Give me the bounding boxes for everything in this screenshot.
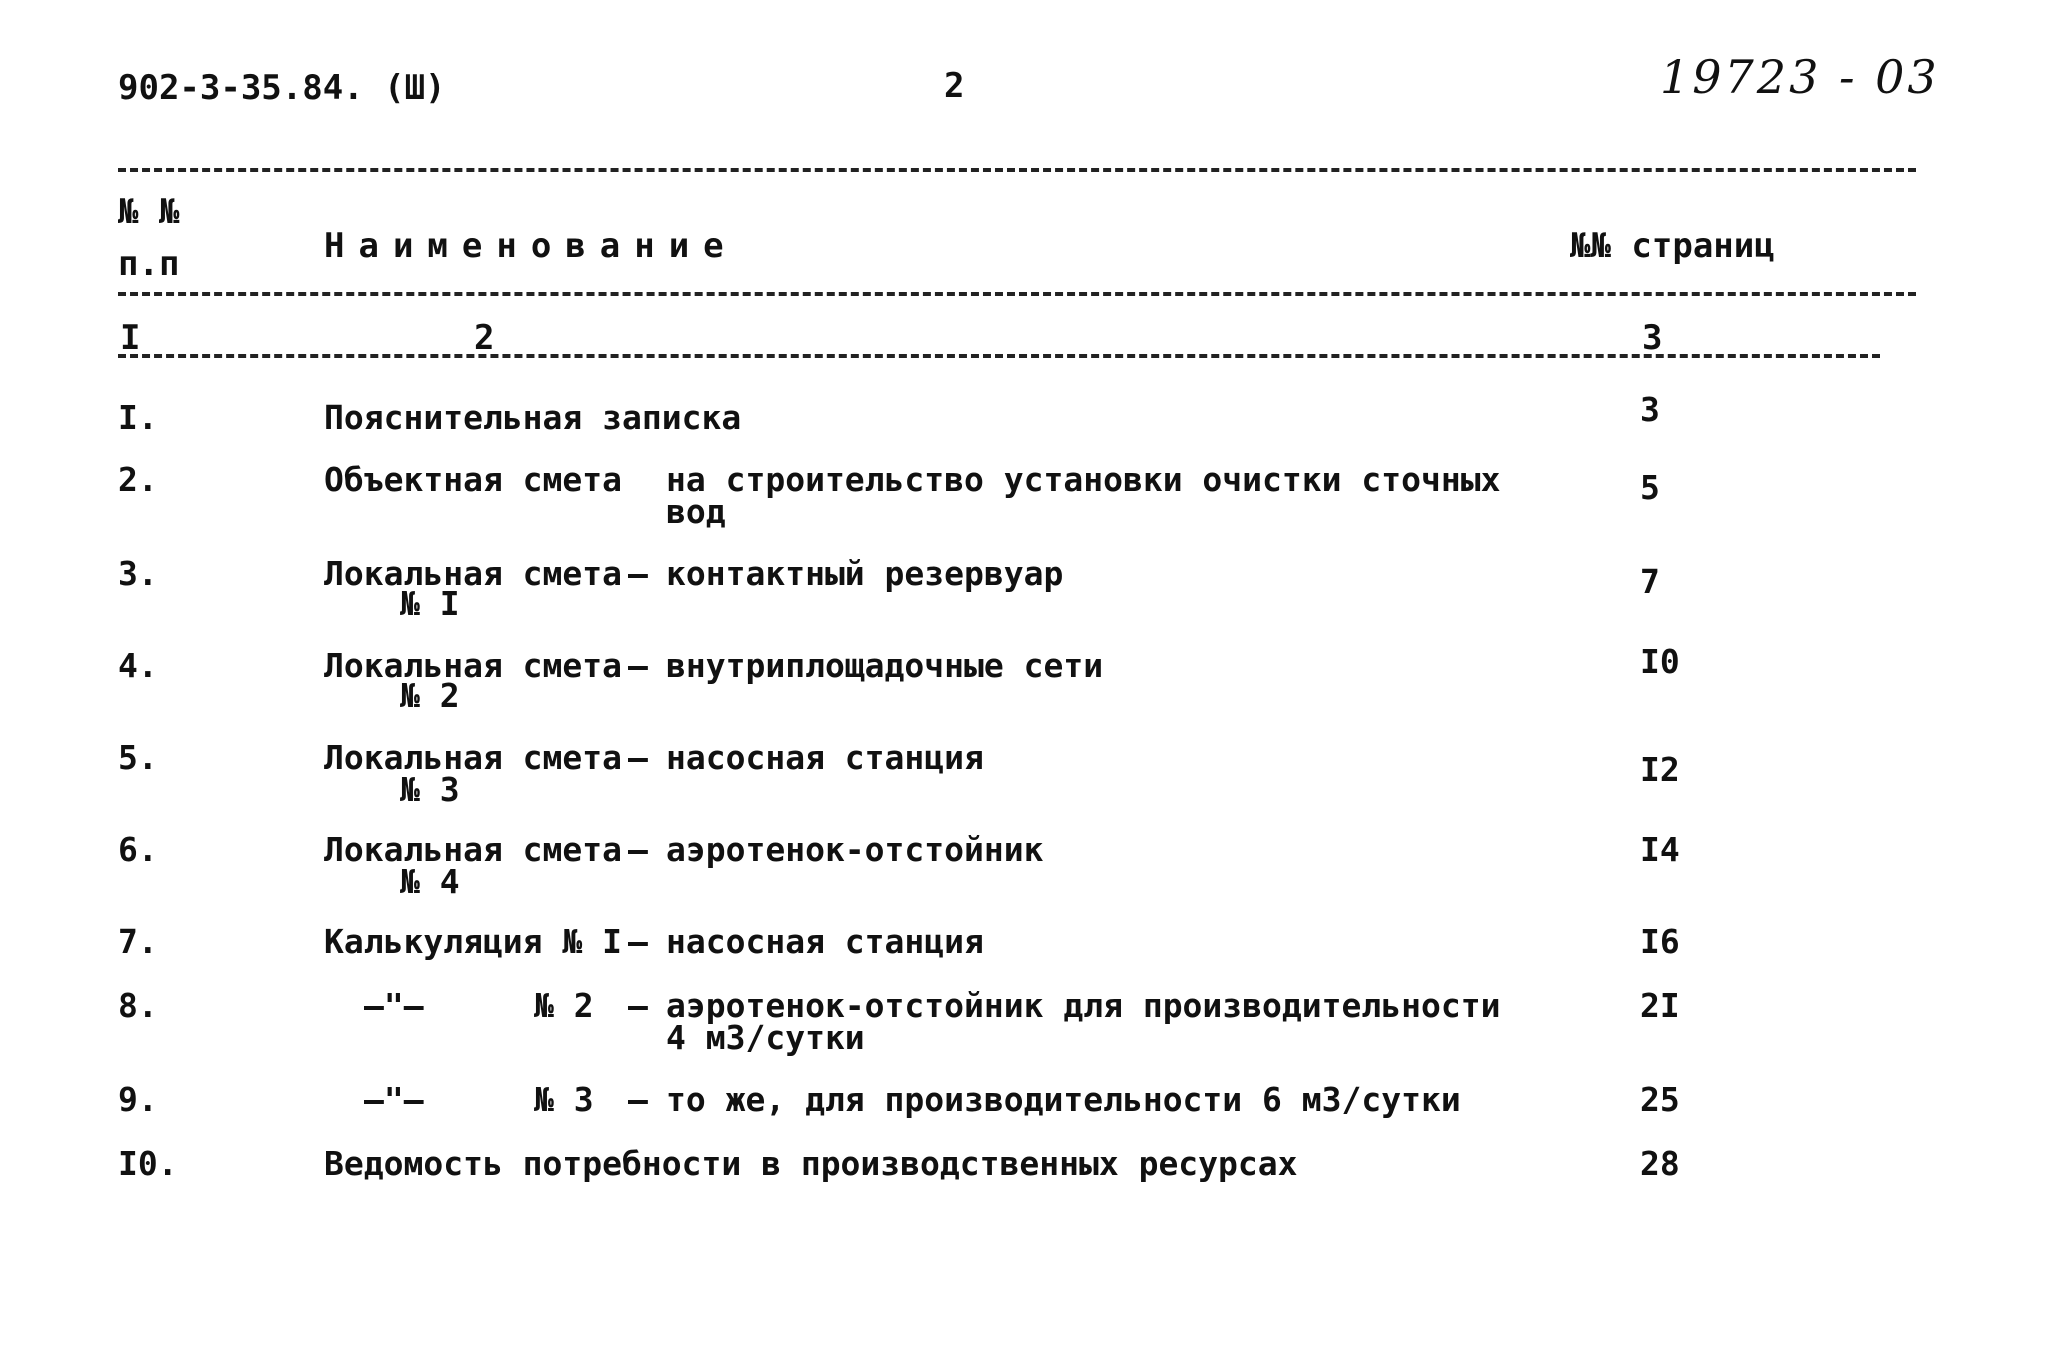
row-number: I. [118,398,158,437]
row-dash: – [628,830,648,869]
row-description: на строительство установки очистки сточных [666,460,1501,499]
row-description-line2: вод [666,492,726,531]
page-number: 2 [944,66,965,106]
row-subnumber: № I [400,584,460,623]
row-number: 5. [118,738,158,777]
handwritten-number: 19723 - 03 [1660,50,1940,104]
row-description: контактный резервуар [666,554,1064,593]
row-page: 25 [1640,1080,1680,1119]
table-header-rule [118,292,1916,296]
row-label: Локальная смета [324,830,623,869]
row-label: Пояснительная записка [324,398,742,437]
row-dash: – [628,922,648,961]
row-page: 2I [1640,986,1680,1025]
row-label: Объектная смета [324,460,623,499]
row-page: I0 [1640,642,1680,681]
row-dash: – [628,738,648,777]
row-number: 6. [118,830,158,869]
column-number-1: I [120,318,141,358]
row-page: I4 [1640,830,1680,869]
row-description: насосная станция [666,738,984,777]
row-description: насосная станция [666,922,984,961]
row-label: Ведомость потребности в производственных ресурсах [324,1144,1298,1183]
row-subnumber: № 2 [400,676,460,715]
row-label: Калькуляция № I [324,922,623,961]
row-label: Локальная смета [324,554,623,593]
column-number-3: 3 [1642,318,1663,358]
row-description: то же, для производительности 6 м3/сутки [666,1080,1461,1119]
table-top-rule [118,168,1916,172]
row-label: Локальная смета [324,646,623,685]
row-dash: – [628,986,648,1025]
row-number: 7. [118,922,158,961]
row-label-ditto: –"– [364,1080,424,1119]
row-dash: – [628,646,648,685]
row-description: внутриплощадочные сети [666,646,1104,685]
column-header-pages: №№ страниц [1570,226,1775,266]
row-description: аэротенок-отстойник [666,830,1044,869]
row-description: аэротенок-отстойник для производительности [666,986,1501,1025]
row-number: 9. [118,1080,158,1119]
row-subnumber: № 3 [534,1080,594,1119]
row-subnumber: № 4 [400,862,460,901]
column-header-num-line1: № № [118,192,180,232]
column-number-2: 2 [474,318,495,358]
row-label-ditto: –"– [364,986,424,1025]
row-label: Локальная смета [324,738,623,777]
row-number: 2. [118,460,158,499]
row-subnumber: № 2 [534,986,594,1025]
row-page: 7 [1640,562,1660,601]
row-dash: – [628,554,648,593]
document-code: 902-3-35.84. (Ш) [118,68,446,108]
row-dash: – [628,1080,648,1119]
column-header-name: Наименование [324,226,738,266]
row-number: 4. [118,646,158,685]
row-page: 3 [1640,390,1660,429]
row-page: 28 [1640,1144,1680,1183]
column-number-rule [118,354,1880,358]
row-description-line2: 4 м3/сутки [666,1018,865,1057]
row-page: 5 [1640,468,1660,507]
row-number: I0. [118,1144,178,1183]
row-number: 8. [118,986,158,1025]
column-header-num-line2: п.п [118,244,180,284]
row-subnumber: № 3 [400,770,460,809]
row-number: 3. [118,554,158,593]
row-page: I2 [1640,750,1680,789]
row-page: I6 [1640,922,1680,961]
